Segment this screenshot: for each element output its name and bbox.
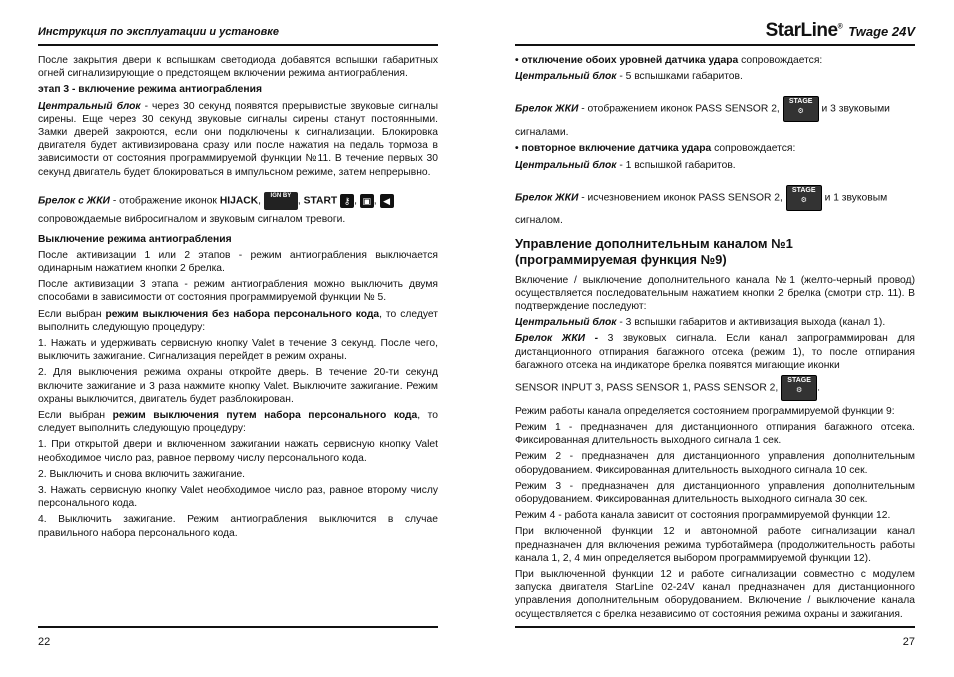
stage3-lead: Центральный блок — [38, 100, 141, 112]
r5: Центральный блок - 1 вспышкой габаритов. — [515, 159, 736, 171]
left-p-off10: 4. Выключить зажигание. Режим антиограбления выключится в случае правильного набора персонального кода. — [38, 514, 438, 539]
r2: Центральный блок - 5 вспышками габаритов. — [515, 71, 743, 83]
r3b: сигналами. — [515, 127, 569, 139]
left-p-off1: После активизации 1 или 2 этапов - режим антиограбления выключается одинарным нажатием кнопки 2 брелка. — [38, 249, 438, 274]
right-page-number: 27 — [902, 636, 915, 648]
r6b: сигналом. — [515, 215, 563, 227]
stage3-title: этап 3 - включение режима антиограбления — [38, 84, 262, 96]
r1: • отключение обоих уровней датчика удара сопровождается: — [515, 55, 823, 66]
left-p-off7: 1. При открытой двери и включенном зажигании нажать сервисную кнопку Valet необходимое число раз, равное первому числу персонального кода. — [38, 439, 438, 464]
left-p-off6: Если выбран режим выключения путем набора персонального кода, то следует выполнить следующую процедуру: — [38, 409, 438, 435]
r3: Брелок ЖКИ - отображением иконок PASS SENSOR 2, STAGE ⚙ и 3 звуковыми — [515, 96, 915, 123]
left-p-off4: 1. Нажать и удерживать сервисную кнопку Valet в течение 3 секунд. После чего, выключить зажигание. Сигнализация перейдет в режим охраны. — [38, 337, 438, 363]
lock-icon: ▣ — [360, 194, 374, 208]
brand-logo: StarLine® — [765, 20, 843, 41]
r8: Центральный блок - 3 вспышки габаритов и активизация выхода (канал 1). — [515, 317, 886, 329]
off-title: Выключение режима антиограбления — [38, 233, 232, 245]
right-header — [766, 20, 915, 42]
lcd-paragraph: Брелок с ЖКИ - отображение иконок HIJACK, IGN BY , START ⚷ , ▣ , ◀ сопровождаемые вибросигналом и звуковым сигналом тревоги. — [38, 192, 438, 229]
r14: Режим 3 - предназначен для дистанционного управления дополнительным оборудованием. Фиксированная длительность выходного сигнала 30 сек. — [515, 480, 915, 506]
r12: Режим 1 - предназначен для дистанционного отпирания багажного отсека. Фиксированная длительность выходного сигнала 1 сек. — [515, 422, 915, 447]
stage-icon: STAGE ⚙ — [781, 375, 817, 401]
left-body — [38, 54, 438, 543]
r10: SENSOR INPUT 3, PASS SENSOR 1, PASS SENSOR 2, STAGE ⚙ . — [515, 375, 915, 402]
r13: Режим 2 - предназначен для дистанционного управления дополнительным оборудованием. Фиксированная длительность выходного сигнала 10 сек. — [515, 451, 915, 476]
left-page — [38, 0, 438, 677]
r11: Режим работы канала определяется состоянием программируемой функции 9: — [515, 405, 895, 417]
ignition-bypass-icon: IGN BY — [264, 192, 298, 210]
r17: При выключенной функции 12 и работе сигнализации совместно с модулем запуска двигателя StarLine 02-24V канал предназначен для дистанционного управления дополнительным оборудованием. Включение / выключение канала осуществляется с брелка независимо от состояния режима охраны и зажигания. — [515, 569, 915, 620]
right-top-rule — [515, 44, 915, 46]
section-heading: Управление дополнительным каналом №1 (программируемая функция №9) — [515, 235, 793, 267]
lcd-hijack: HIJACK — [219, 195, 259, 207]
siren-icon: ◀ — [380, 194, 394, 208]
left-top-rule — [38, 44, 438, 46]
left-p-off3: Если выбран режим выключения без набора персонального кода, то следует выполнить следующую процедуру: — [38, 308, 438, 333]
left-page-number: 22 — [38, 636, 51, 648]
stage-icon: STAGE ⚙ — [786, 185, 822, 211]
r16: При включенной функции 12 и автономной работе сигнализации канал предназначен для включения режима турботаймера (продолжительность работы канала 1, 2, 4 мин определяется выбором программируемой функции 12). — [515, 526, 915, 564]
r6: Брелок ЖКИ - исчезновением иконок PASS SENSOR 2, STAGE ⚙ и 1 звуковым — [515, 185, 915, 212]
r7: Включение / выключение дополнительного канала №1 (желто-черный провод) осуществляется последовательным нажатием кнопки 2 брелка (смотри стр. 11). В подтверждение последуют: — [515, 274, 915, 313]
lcd-start: START — [303, 195, 338, 207]
right-bottom-rule — [515, 626, 915, 628]
stage3-text: - через 30 секунд появятся прерывистые звуковые сигналы сирены. Еще через 30 секунд звуковые сигналы сирены станут постоянными. Замки дверей закроются, если они подключены к сигнализации. Блокировка двигателя будет активизирована сразу или после нажатия на педаль тормоза в зависимости от состояния программируемой функции №11. В течение первых 30 секунд двигатель будет блокироваться в импульсном режиме, затем непрерывно. — [38, 100, 439, 178]
left-p-off9: 3. Нажать сервисную кнопку Valet необходимое число раз, равное второму числу персонального кода. — [38, 485, 438, 510]
model-name: Twage 24V — [848, 24, 915, 39]
left-bottom-rule — [38, 626, 438, 628]
r9: Брелок ЖКИ - 3 звуковых сигнала. Если канал запрограммирован для дистанционного отпирания багажного отсека (режим 1), то после отпирания багажного отсека на индикаторе брелка появятся мигающие иконки — [515, 333, 915, 371]
lcd-lead: Брелок с ЖКИ — [38, 195, 110, 207]
right-body — [515, 54, 915, 624]
left-p-off5: 2. Для выключения режима охраны откройте дверь. В течение 20-ти секунд включите зажигание и 3 раза нажмите кнопку Valet. Выключите зажигание. Режим охраны выключится, двигатель будет разблокирован. — [38, 367, 438, 405]
left-header: Инструкция по эксплуатации и установке — [38, 26, 279, 38]
left-p-off8: 2. Выключить и снова включить зажигание. — [38, 468, 246, 480]
r15: Режим 4 - работа канала зависит от состояния программируемой функции 12. — [515, 510, 891, 522]
stage-icon: STAGE ⚙ — [783, 96, 819, 122]
left-p-off2: После активизации 3 этапа - режим антиограбления можно выключить двумя способами в зависимости от состояния программируемой функции № 5. — [38, 279, 438, 304]
r4: • повторное включение датчика удара сопровождается: — [515, 143, 796, 155]
key-icon: ⚷ — [340, 194, 354, 208]
left-p1: После закрытия двери к вспышкам светодиода добавятся вспышки габаритных огней сигнализирующие о предстоящем включении режима антиограбления. — [38, 55, 438, 80]
right-page — [515, 0, 915, 677]
lcd-text1: - отображение иконок — [109, 195, 220, 207]
stage3-paragraph — [38, 100, 438, 179]
lcd-text2: сопровождаемые вибросигналом и звуковым сигналом тревоги. — [38, 213, 346, 225]
